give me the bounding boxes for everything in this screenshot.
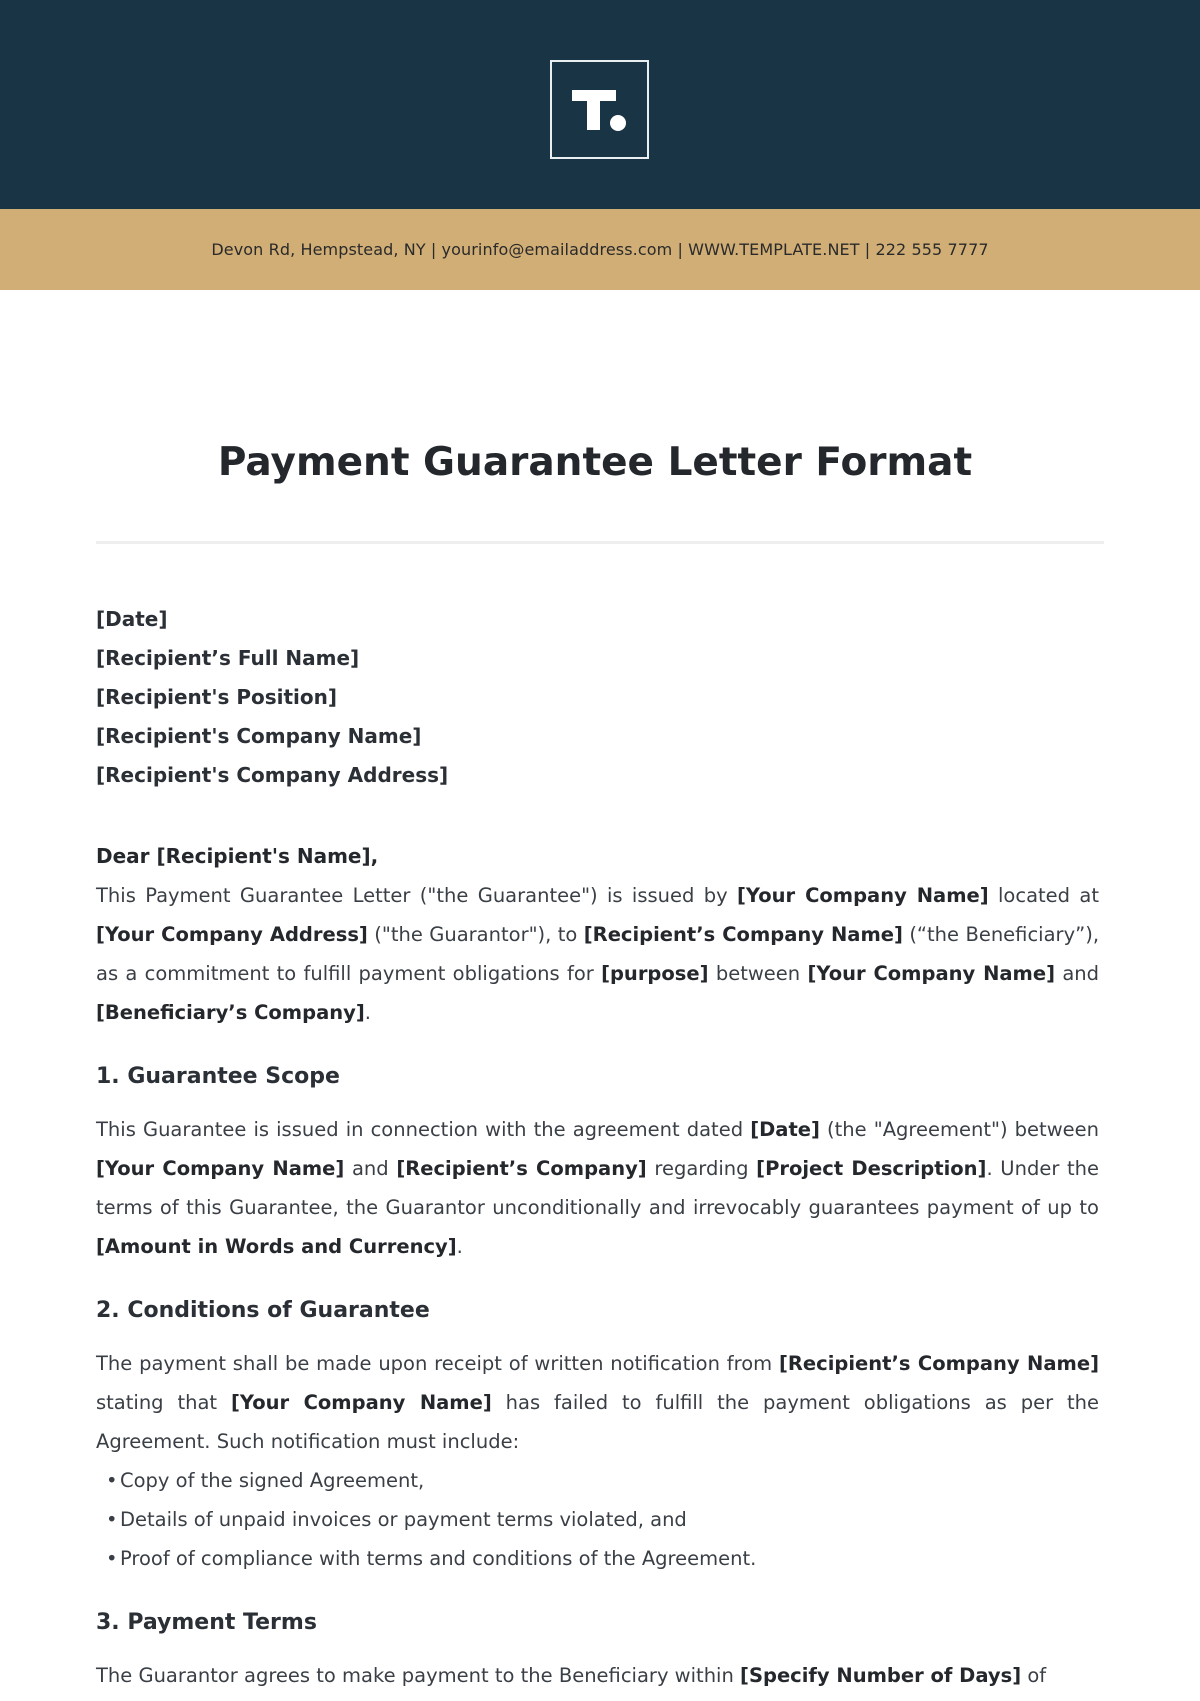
recipient-address-placeholder: [Recipient's Company Address] <box>96 763 449 787</box>
logo-letter-icon <box>552 62 647 157</box>
contact-band <box>0 209 1200 290</box>
recipient-position-placeholder: [Recipient's Position] <box>96 685 338 709</box>
company-logo <box>550 60 649 159</box>
section-heading-guarantee-scope: 1. Guarantee Scope <box>96 1064 340 1089</box>
recipient-address-block <box>96 600 1099 795</box>
section-heading-conditions: 2. Conditions of Guarantee <box>96 1298 430 1323</box>
letter-body <box>96 600 1099 1695</box>
recipient-name-placeholder: [Recipient’s Full Name] <box>96 646 360 670</box>
list-item: • Proof of compliance with terms and conditions of the Agreement. <box>106 1547 757 1570</box>
header-band <box>0 0 1200 209</box>
list-item: • Copy of the signed Agreement, <box>106 1469 425 1492</box>
intro-paragraph: This Payment Guarantee Letter ("the Guarantee") is issued by [Your Company Name] located at [Your Company Address] ("the Guarantor"), to [Recipient’s Company Name] (“the Beneficiary”), as a commitment to fulfill payment obligations for [purpose] between [Your Company Name] and [Beneficiary’s Company]. <box>96 884 1100 1024</box>
recipient-company-placeholder: [Recipient's Company Name] <box>96 724 422 748</box>
salutation: Dear [Recipient's Name], <box>96 844 379 868</box>
conditions-paragraph: The payment shall be made upon receipt of written notification from [Recipient’s Company Name] stating that [Your Company Name] has failed to fulfill the payment obligations as per the Agreement. Such notification must include: <box>96 1352 1100 1453</box>
list-item: • Details of unpaid invoices or payment terms violated, and <box>106 1508 687 1531</box>
conditions-list <box>96 1461 1099 1578</box>
contact-info: Devon Rd, Hempstead, NY | yourinfo@emailaddress.com | WWW.TEMPLATE.NET | 222 555 7777 <box>211 240 989 259</box>
document-title: Payment Guarantee Letter Format <box>217 440 973 485</box>
section-heading-payment-terms: 3. Payment Terms <box>96 1610 317 1635</box>
title-divider <box>96 541 1104 544</box>
guarantee-scope-paragraph: This Guarantee is issued in connection with the agreement dated [Date] (the "Agreement") between [Your Company Name] and [Recipient’s Company] regarding [Project Description]. Under the terms of this Guarantee, the Guarantor unconditionally and irrevocably guarantees payment of up to [Amount in Words and Currency]. <box>96 1118 1099 1258</box>
payment-terms-paragraph: The Guarantor agrees to make payment to the Beneficiary within [Specify Number of Days] of <box>96 1664 1047 1687</box>
date-placeholder: [Date] <box>96 607 168 631</box>
